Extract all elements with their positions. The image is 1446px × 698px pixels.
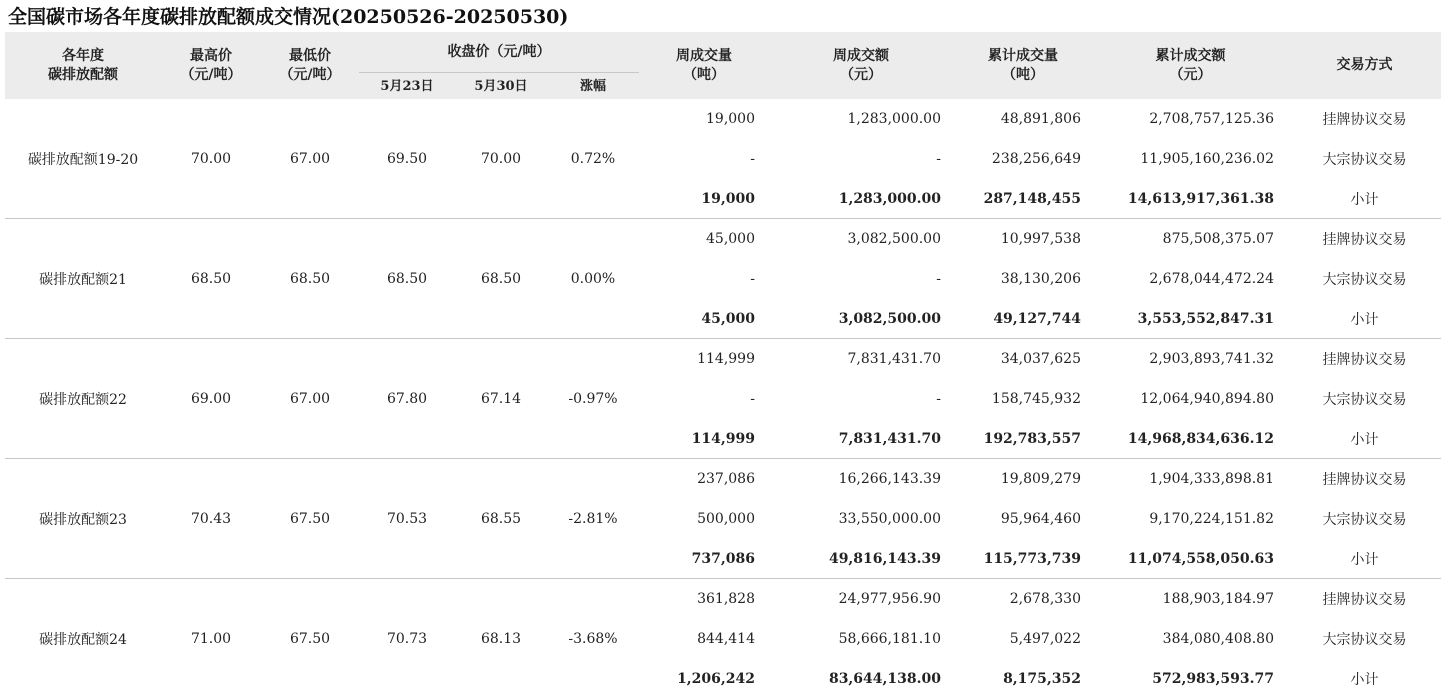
table-row: [5, 219, 1441, 260]
high-price: 69.00: [161, 339, 261, 459]
close-prev: 67.80: [359, 339, 455, 459]
allowance-name: 碳排放配额22: [5, 339, 161, 459]
header-close-price: 收盘价（元/吨）: [359, 32, 639, 73]
trade-method: 大宗协议交易: [1288, 619, 1441, 659]
cum-volume: 5,497,022: [953, 619, 1093, 659]
trade-method: 小计: [1288, 659, 1441, 698]
week-volume: 237,086: [639, 459, 769, 500]
cum-volume: 48,891,806: [953, 99, 1093, 139]
week-volume: -: [639, 379, 769, 419]
cum-amount: 11,905,160,236.02: [1093, 139, 1288, 179]
header-cum-volume: 累计成交量 （吨）: [953, 32, 1093, 99]
low-price: 68.50: [261, 219, 359, 339]
change-pct: -0.97%: [547, 339, 639, 459]
header-allowance: 各年度 碳排放配额: [5, 32, 161, 99]
high-price: 68.50: [161, 219, 261, 339]
trade-method: 挂牌协议交易: [1288, 219, 1441, 260]
cum-amount: 2,903,893,741.32: [1093, 339, 1288, 380]
week-amount: 7,831,431.70: [769, 339, 953, 380]
week-amount: 33,550,000.00: [769, 499, 953, 539]
week-volume: 844,414: [639, 619, 769, 659]
week-amount: 1,283,000.00: [769, 99, 953, 139]
header-week-amount: 周成交额 （元）: [769, 32, 953, 99]
high-price: 71.00: [161, 579, 261, 698]
trade-method: 小计: [1288, 299, 1441, 339]
week-volume: 1,206,242: [639, 659, 769, 698]
header-high-price: 最高价 （元/吨）: [161, 32, 261, 99]
cum-volume: 49,127,744: [953, 299, 1093, 339]
table-row: [5, 579, 1441, 620]
trade-method: 挂牌协议交易: [1288, 579, 1441, 620]
week-amount: 83,644,138.00: [769, 659, 953, 698]
table-row: [5, 99, 1441, 139]
close-prev: 68.50: [359, 219, 455, 339]
cum-amount: 3,553,552,847.31: [1093, 299, 1288, 339]
close-curr: 68.50: [455, 219, 547, 339]
week-amount: 1,283,000.00: [769, 179, 953, 219]
header-week-volume: 周成交量 （吨）: [639, 32, 769, 99]
cum-volume: 19,809,279: [953, 459, 1093, 500]
week-volume: 361,828: [639, 579, 769, 620]
change-pct: 0.00%: [547, 219, 639, 339]
week-volume: -: [639, 139, 769, 179]
cum-amount: 572,983,593.77: [1093, 659, 1288, 698]
header-method: 交易方式: [1288, 32, 1441, 99]
table-body: [5, 99, 1441, 698]
change-pct: -2.81%: [547, 459, 639, 579]
allowance-name: 碳排放配额19-20: [5, 99, 161, 219]
high-price: 70.43: [161, 459, 261, 579]
trade-method: 大宗协议交易: [1288, 499, 1441, 539]
header-cum-amount: 累计成交额 （元）: [1093, 32, 1288, 99]
trade-method: 大宗协议交易: [1288, 139, 1441, 179]
cum-volume: 158,745,932: [953, 379, 1093, 419]
cum-volume: 2,678,330: [953, 579, 1093, 620]
high-price: 70.00: [161, 99, 261, 219]
cum-volume: 95,964,460: [953, 499, 1093, 539]
cum-amount: 384,080,408.80: [1093, 619, 1288, 659]
trade-method: 大宗协议交易: [1288, 379, 1441, 419]
week-amount: 58,666,181.10: [769, 619, 953, 659]
trade-method: 挂牌协议交易: [1288, 459, 1441, 500]
week-volume: 500,000: [639, 499, 769, 539]
close-curr: 68.55: [455, 459, 547, 579]
close-curr: 70.00: [455, 99, 547, 219]
cum-volume: 10,997,538: [953, 219, 1093, 260]
week-volume: 45,000: [639, 219, 769, 260]
cum-amount: 1,904,333,898.81: [1093, 459, 1288, 500]
week-amount: -: [769, 139, 953, 179]
page-title: 全国碳市场各年度碳排放配额成交情况(20250526-20250530): [0, 0, 1446, 32]
cum-volume: 238,256,649: [953, 139, 1093, 179]
cum-amount: 11,074,558,050.63: [1093, 539, 1288, 579]
close-curr: 67.14: [455, 339, 547, 459]
close-prev: 69.50: [359, 99, 455, 219]
week-volume: 19,000: [639, 99, 769, 139]
trade-method: 挂牌协议交易: [1288, 99, 1441, 139]
cum-amount: 2,678,044,472.24: [1093, 259, 1288, 299]
allowance-name: 碳排放配额23: [5, 459, 161, 579]
week-volume: 737,086: [639, 539, 769, 579]
cum-amount: 875,508,375.07: [1093, 219, 1288, 260]
cum-volume: 192,783,557: [953, 419, 1093, 459]
week-volume: -: [639, 259, 769, 299]
week-volume: 114,999: [639, 339, 769, 380]
cum-amount: 14,613,917,361.38: [1093, 179, 1288, 219]
week-amount: 3,082,500.00: [769, 299, 953, 339]
cum-amount: 188,903,184.97: [1093, 579, 1288, 620]
week-amount: 24,977,956.90: [769, 579, 953, 620]
trade-method: 小计: [1288, 539, 1441, 579]
week-amount: 7,831,431.70: [769, 419, 953, 459]
low-price: 67.50: [261, 579, 359, 698]
table-row: [5, 459, 1441, 500]
cum-amount: 9,170,224,151.82: [1093, 499, 1288, 539]
cum-volume: 38,130,206: [953, 259, 1093, 299]
cum-volume: 8,175,352: [953, 659, 1093, 698]
low-price: 67.50: [261, 459, 359, 579]
trade-method: 挂牌协议交易: [1288, 339, 1441, 380]
cum-amount: 12,064,940,894.80: [1093, 379, 1288, 419]
carbon-trading-table: [5, 32, 1441, 698]
week-amount: 16,266,143.39: [769, 459, 953, 500]
cum-volume: 287,148,455: [953, 179, 1093, 219]
close-prev: 70.73: [359, 579, 455, 698]
header-low-price: 最低价 （元/吨）: [261, 32, 359, 99]
cum-amount: 2,708,757,125.36: [1093, 99, 1288, 139]
week-volume: 114,999: [639, 419, 769, 459]
trade-method: 小计: [1288, 179, 1441, 219]
cum-volume: 115,773,739: [953, 539, 1093, 579]
header-change: 涨幅: [547, 73, 639, 100]
low-price: 67.00: [261, 99, 359, 219]
week-amount: 49,816,143.39: [769, 539, 953, 579]
allowance-name: 碳排放配额24: [5, 579, 161, 698]
week-amount: -: [769, 379, 953, 419]
week-amount: -: [769, 259, 953, 299]
low-price: 67.00: [261, 339, 359, 459]
change-pct: -3.68%: [547, 579, 639, 698]
change-pct: 0.72%: [547, 99, 639, 219]
week-volume: 45,000: [639, 299, 769, 339]
trade-method: 小计: [1288, 419, 1441, 459]
week-amount: 3,082,500.00: [769, 219, 953, 260]
cum-volume: 34,037,625: [953, 339, 1093, 380]
header-close-prev: 5月23日: [359, 73, 455, 100]
trade-method: 大宗协议交易: [1288, 259, 1441, 299]
close-curr: 68.13: [455, 579, 547, 698]
week-volume: 19,000: [639, 179, 769, 219]
table-row: [5, 339, 1441, 380]
cum-amount: 14,968,834,636.12: [1093, 419, 1288, 459]
close-prev: 70.53: [359, 459, 455, 579]
allowance-name: 碳排放配额21: [5, 219, 161, 339]
header-close-curr: 5月30日: [455, 73, 547, 100]
